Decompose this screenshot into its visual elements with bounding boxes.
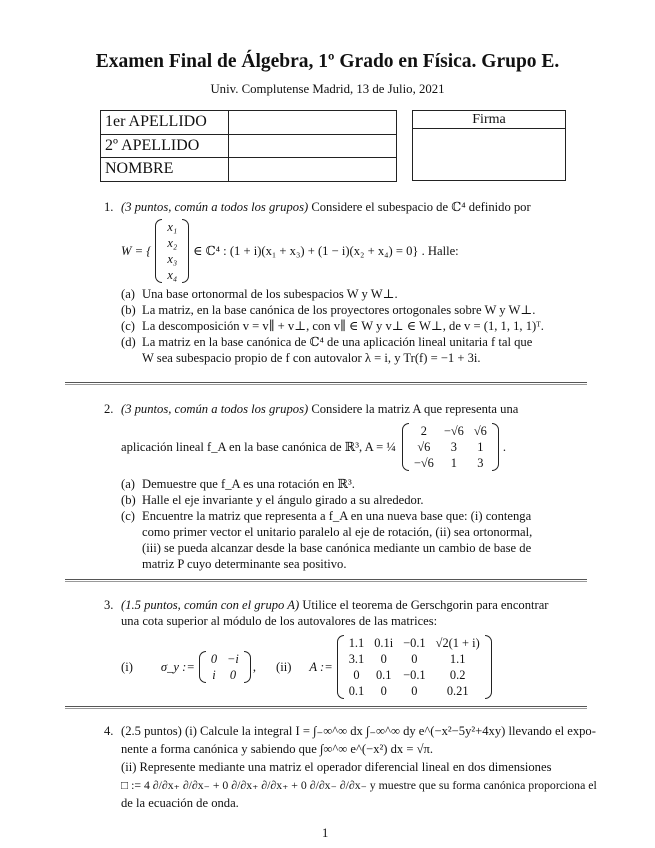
- p1-item-b: La matriz, en la base canónica de los proyectores ortogonales sobre W y W⊥.: [142, 303, 536, 317]
- matrix-entry: 3: [477, 456, 484, 470]
- p3-i-label: (i): [121, 659, 133, 674]
- p4-line: (ii) Represente mediante una matriz el operador diferencial lineal en dos dimensiones: [121, 760, 552, 774]
- p1-item-a: Una base ortonormal de los subespacios W y W⊥.: [142, 287, 398, 301]
- p2-item-a: Demuestre que f_A es una rotación en ℝ³.: [142, 477, 355, 491]
- p3-comma: ,: [252, 659, 257, 674]
- p3-ii-label: (ii): [276, 659, 292, 674]
- p1-text: Considere el subespacio de ℂ⁴ definido por: [308, 200, 531, 214]
- matrix-entry: 0: [229, 668, 237, 682]
- p1-number: 1.: [104, 200, 114, 214]
- matrix-entry: 1: [477, 440, 484, 454]
- surname1-label: 1er APELLIDO: [101, 111, 229, 135]
- p3-line2: una cota superior al módulo de los autovalores de las matrices:: [121, 614, 438, 628]
- matrix-entry: 0: [353, 668, 360, 682]
- p2-heading: [121, 402, 518, 417]
- p4-line: (2.5 puntos) (i) Calcule la integral I = ∫₋∞^∞ dx ∫₋∞^∞ dy e^(−x²−5y²+4xy) llevando el expo-: [121, 724, 596, 738]
- surname2-label: 2º APELLIDO: [101, 134, 229, 158]
- p3-matrices: [121, 633, 492, 701]
- matrix-entry: 1.1: [348, 636, 365, 650]
- p2-item-c-cont: (iii) se pueda alcanzar desde la base canónica mediante un cambio de base de: [142, 541, 532, 555]
- p3-sigma-label: σ_y :=: [160, 659, 195, 674]
- p1-w-prefix: W = {: [121, 243, 152, 258]
- p1-set-definition: [121, 218, 459, 284]
- matrix-entry: 3: [450, 440, 457, 454]
- exam-subtitle: Univ. Complutense Madrid, 13 de Julio, 2021: [210, 82, 445, 96]
- matrix-entry: −√6: [413, 456, 434, 470]
- matrix-entry: 0: [411, 684, 418, 698]
- matrix-entry: −0.1: [403, 636, 426, 650]
- surname1-field[interactable]: [229, 111, 397, 135]
- signature-field[interactable]: [413, 129, 566, 181]
- matrix-entry: i: [212, 668, 216, 682]
- p4-line: □ := 4 ∂/∂x₊ ∂/∂x₋ + 0 ∂/∂x₊ ∂/∂x₊ + 0 ∂/∂x₋ ∂/∂x₋ y muestre que su forma canónica proporciona el: [121, 778, 597, 792]
- matrix-entry: −√6: [443, 424, 464, 438]
- divider: [65, 579, 587, 582]
- p2-intro: (3 puntos, común a todos los grupos): [121, 402, 309, 416]
- p1-item-c-label: (c): [121, 319, 135, 333]
- matrix-entry: −i: [227, 652, 239, 666]
- matrix-entry: −0.1: [403, 668, 426, 682]
- matrix-entry: 0: [210, 652, 218, 666]
- p1-item-d: La matriz en la base canónica de ℂ⁴ de una aplicación lineal unitaria f tal que: [142, 335, 533, 349]
- surname2-field[interactable]: [229, 134, 397, 158]
- matrix-entry: 3.1: [348, 652, 365, 666]
- p2-item-c-label: (c): [121, 509, 135, 523]
- matrix-entry: √2(1 + i): [435, 636, 480, 650]
- matrix-entry: 0: [411, 652, 418, 666]
- p2-number: 2.: [104, 402, 114, 416]
- p2-matrix: [402, 423, 499, 471]
- p2-end: .: [502, 439, 506, 454]
- p2-item-b: Halle el eje invariante y el ángulo girado a su alrededor.: [142, 493, 424, 507]
- divider: [65, 706, 587, 709]
- signature-box: [412, 110, 566, 181]
- p1-w-suffix: ∈ ℂ⁴ : (1 + i)(x₁ + x₃) + (1 − i)(x₂ + x₄) = 0} . Halle:: [193, 243, 459, 258]
- p2-item-b-label: (b): [121, 493, 136, 507]
- p1-vector: [155, 219, 189, 283]
- student-id-table: [100, 110, 397, 182]
- matrix-entry: 0: [380, 652, 387, 666]
- matrix-entry: 0.1: [375, 668, 392, 682]
- p1-item-c: La descomposición v = v∥ + v⊥, con v∥ ∈ W y v⊥ ∈ W⊥, de v = (1, 1, 1, 1)ᵀ.: [142, 319, 544, 333]
- matrix-entry: 0: [380, 684, 387, 698]
- p4-line: de la ecuación de onda.: [121, 796, 239, 810]
- matrix-entry: 0.21: [446, 684, 469, 698]
- matrix-entry: 0.1i: [374, 636, 394, 650]
- p3-a-matrix: [337, 635, 492, 699]
- p1-item-a-label: (a): [121, 287, 135, 301]
- p1-item-b-label: (b): [121, 303, 136, 317]
- matrix-entry: √6: [473, 424, 487, 438]
- matrix-entry: 1: [450, 456, 457, 470]
- p1-heading: [121, 200, 531, 215]
- p2-line2: aplicación lineal f_A en la base canónica de ℝ³, A = ¼: [121, 439, 396, 454]
- p2-item-c-cont: matriz P cuyo determinante sea positivo.: [142, 557, 347, 571]
- p3-intro: (1.5 puntos, común con el grupo A): [121, 598, 300, 612]
- p1-item-d-cont: W sea subespacio propio de f con autovalor λ = i, y Tr(f) = −1 + 3i.: [142, 351, 481, 365]
- matrix-entry: 0.1: [348, 684, 365, 698]
- page-number: 1: [322, 826, 329, 840]
- matrix-entry: 2: [420, 424, 427, 438]
- p4-number: 4.: [104, 724, 114, 738]
- vector-entry: x₁: [167, 220, 178, 234]
- p3-text: Utilice el teorema de Gerschgorin para encontrar: [299, 598, 549, 612]
- p1-item-d-label: (d): [121, 335, 136, 349]
- matrix-entry: √6: [417, 440, 431, 454]
- divider: [65, 382, 587, 385]
- p3-number: 3.: [104, 598, 114, 612]
- exam-title: Examen Final de Álgebra, 1º Grado en Física. Grupo E.: [95, 51, 560, 72]
- p2-item-c: Encuentre la matriz que representa a f_A en una nueva base que: (i) contenga: [142, 509, 532, 523]
- p3-a-label: A :=: [309, 659, 333, 674]
- vector-entry: x₃: [167, 252, 178, 266]
- name-field[interactable]: [229, 158, 397, 182]
- p3-heading: [121, 598, 548, 613]
- vector-entry: x₄: [167, 268, 178, 282]
- p4-line: nente a forma canónica y sabiendo que ∫∞^∞ e^(−x²) dx = √π.: [121, 742, 434, 756]
- p2-matrix-line: [121, 421, 506, 473]
- p2-item-a-label: (a): [121, 477, 135, 491]
- signature-label: Firma: [413, 111, 566, 129]
- name-label: NOMBRE: [101, 158, 229, 182]
- p2-text: Considere la matriz A que representa una: [308, 402, 519, 416]
- matrix-entry: 1.1: [449, 652, 466, 666]
- p2-item-c-cont: como primer vector el unitario paralelo al eje de rotación, (ii) sea ortonormal,: [142, 525, 533, 539]
- matrix-entry: 0.2: [449, 668, 466, 682]
- p1-intro: (3 puntos, común a todos los grupos): [121, 200, 309, 214]
- p3-sigma-matrix: [199, 651, 251, 683]
- vector-entry: x₂: [167, 236, 178, 250]
